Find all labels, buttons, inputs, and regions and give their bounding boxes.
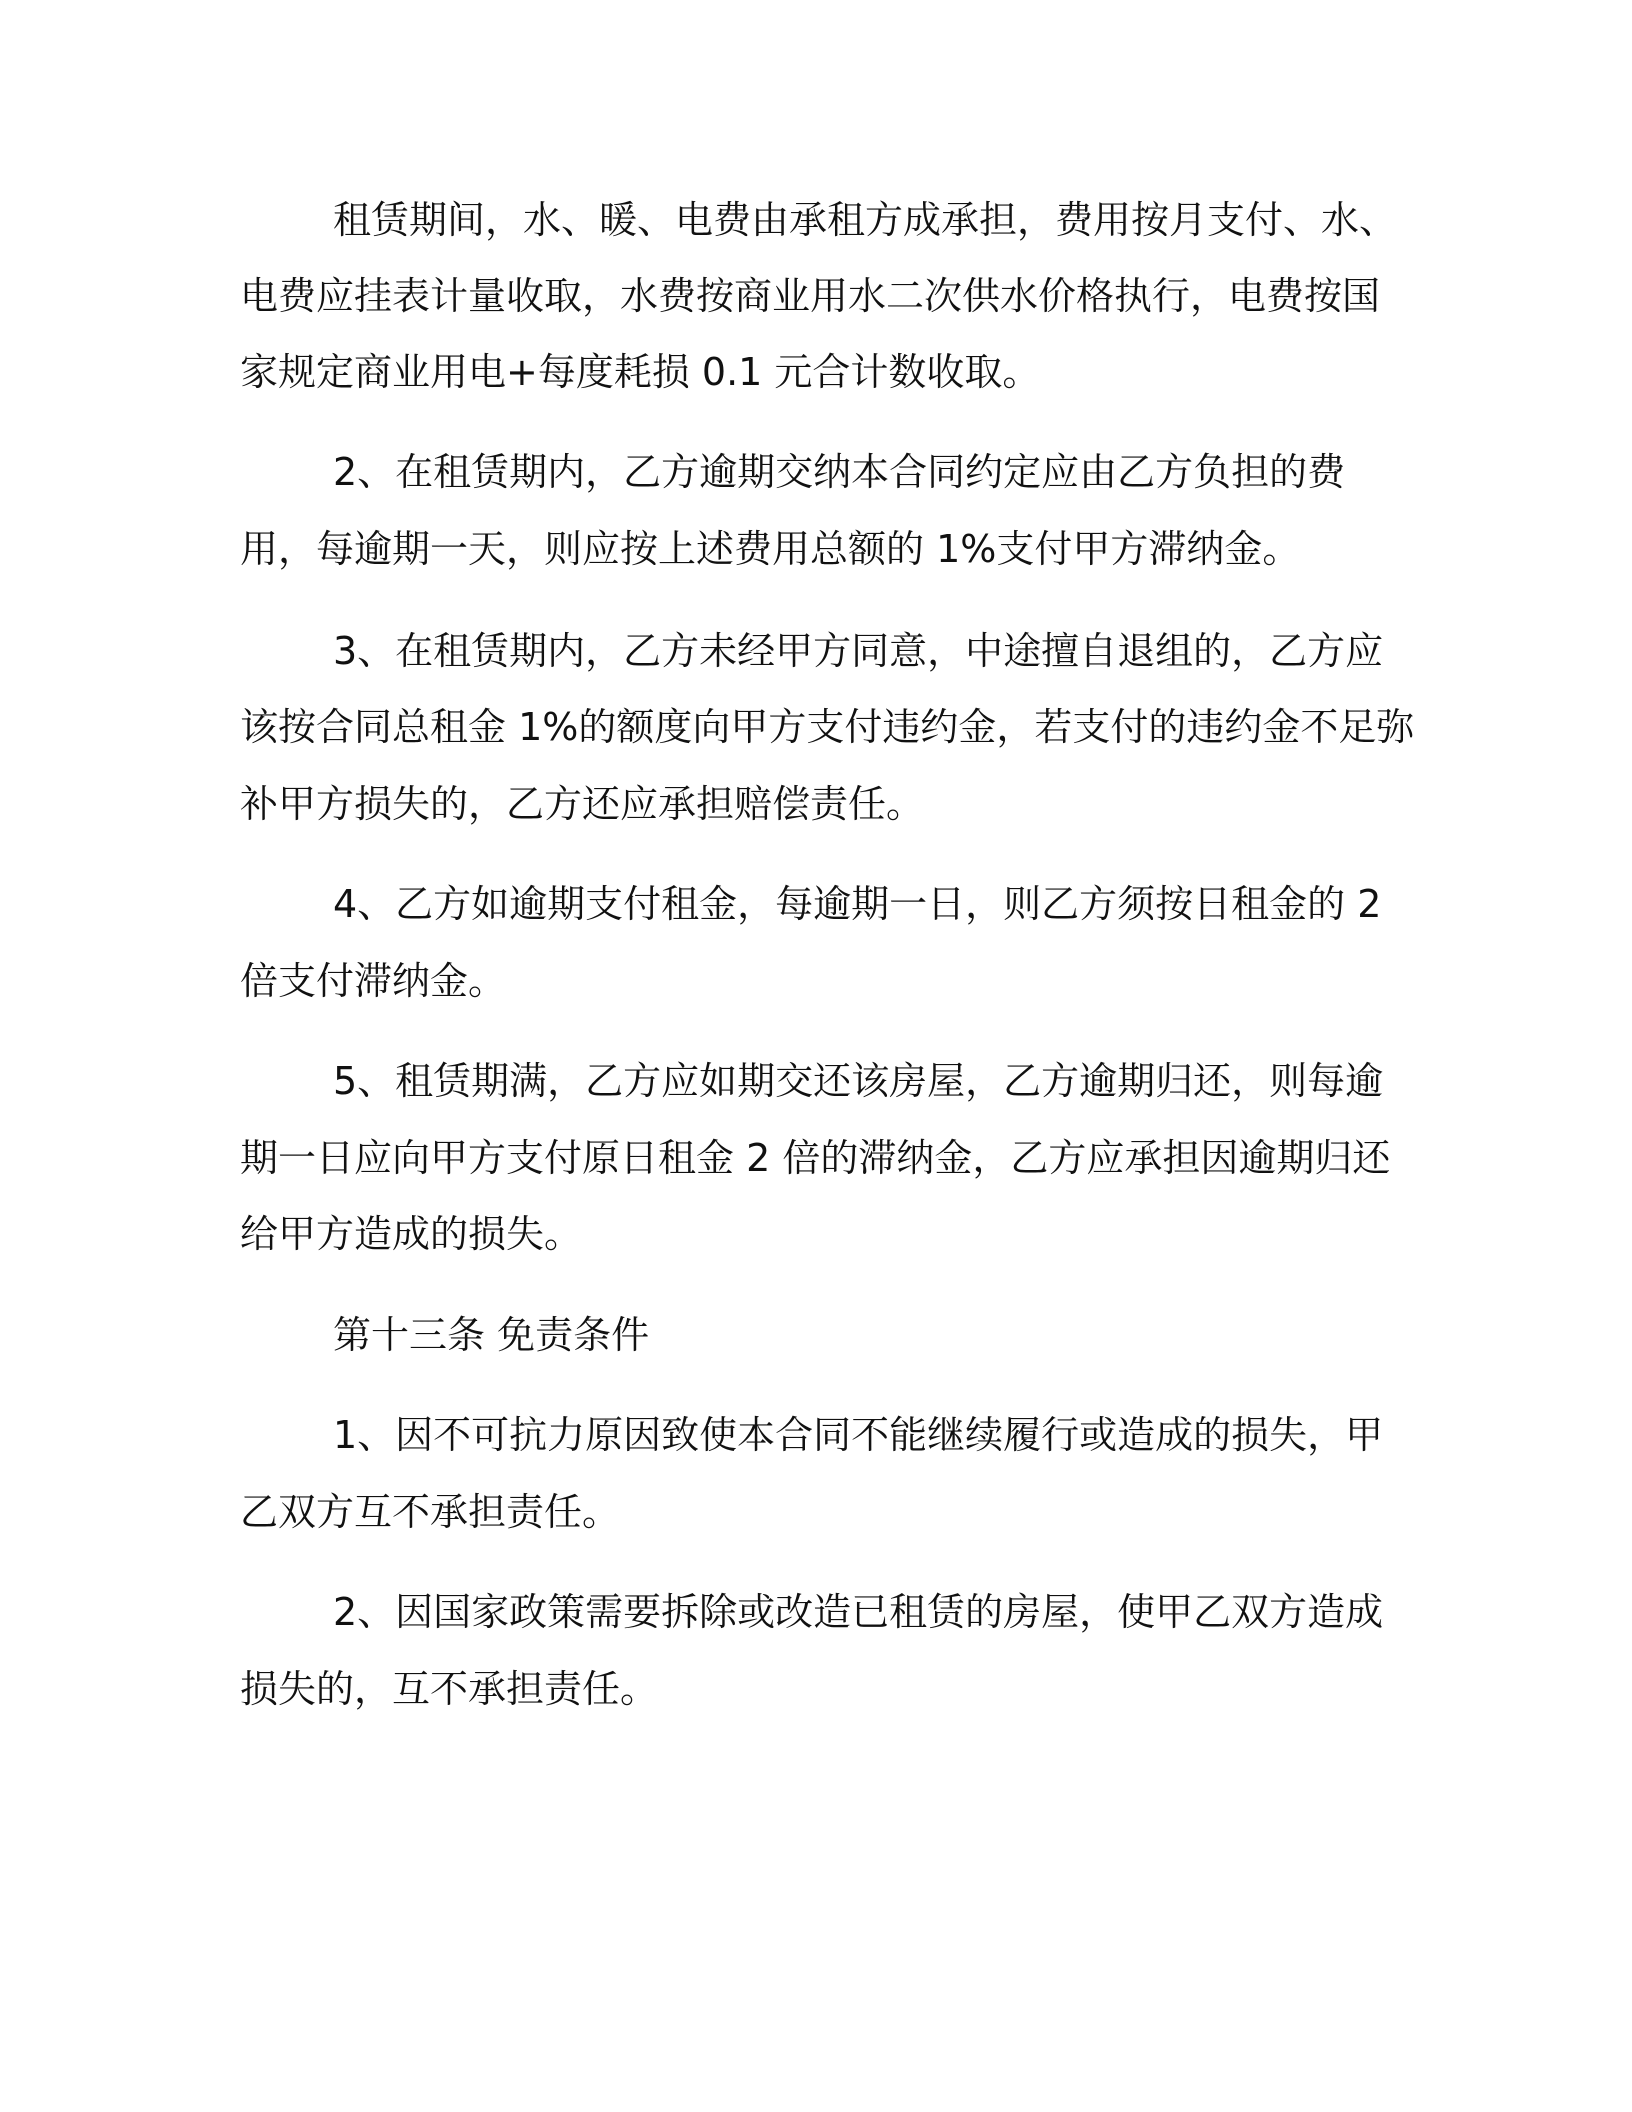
exemption-1-line-1: 1、因不可抗力原因致使本合同不能继续履行或造成的损失，甲 (333, 1413, 1384, 1457)
clause-3-line-1: 3、在租赁期内，乙方未经甲方同意，中途擅自退组的，乙方应 (333, 629, 1384, 673)
clause-5-line-1: 5、租赁期满，乙方应如期交还该房屋，乙方逾期归还，则每逾 (333, 1059, 1384, 1103)
paragraph-utilities-line-2: 电费应挂表计量收取，水费按商业用水二次供水价格执行，电费按国 (240, 274, 1381, 318)
clause-5-line-2: 期一日应向甲方支付原日租金 2 倍的滞纳金，乙方应承担因逾期归还 (240, 1136, 1391, 1180)
clause-5-line-3: 给甲方造成的损失。 (240, 1212, 583, 1256)
paragraph-utilities-line-1: 租赁期间，水、暖、电费由承租方成承担，费用按月支付、水、 (333, 198, 1398, 242)
clause-4-line-2: 倍支付滞纳金。 (240, 959, 507, 1003)
clause-2-line-1: 2、在租赁期内，乙方逾期交纳本合同约定应由乙方负担的费 (333, 450, 1346, 494)
paragraph-utilities-line-3: 家规定商业用电+每度耗损 0.1 元合计数收取。 (240, 350, 1041, 394)
clause-3-line-3: 补甲方损失的，乙方还应承担赔偿责任。 (240, 782, 925, 826)
exemption-1-line-2: 乙双方互不承担责任。 (240, 1490, 621, 1534)
clause-4-line-1: 4、乙方如逾期支付租金，每逾期一日，则乙方须按日租金的 2 (333, 882, 1382, 926)
exemption-2-line-2: 损失的，互不承担责任。 (240, 1667, 659, 1711)
clause-3-line-2: 该按合同总租金 1%的额度向甲方支付违约金，若支付的违约金不足弥 (240, 705, 1415, 749)
exemption-2-line-1: 2、因国家政策需要拆除或改造已租赁的房屋，使甲乙双方造成 (333, 1590, 1384, 1634)
clause-2-line-2: 用，每逾期一天，则应按上述费用总额的 1%支付甲方滞纳金。 (240, 527, 1301, 571)
article-13-heading: 第十三条 免责条件 (333, 1313, 650, 1357)
